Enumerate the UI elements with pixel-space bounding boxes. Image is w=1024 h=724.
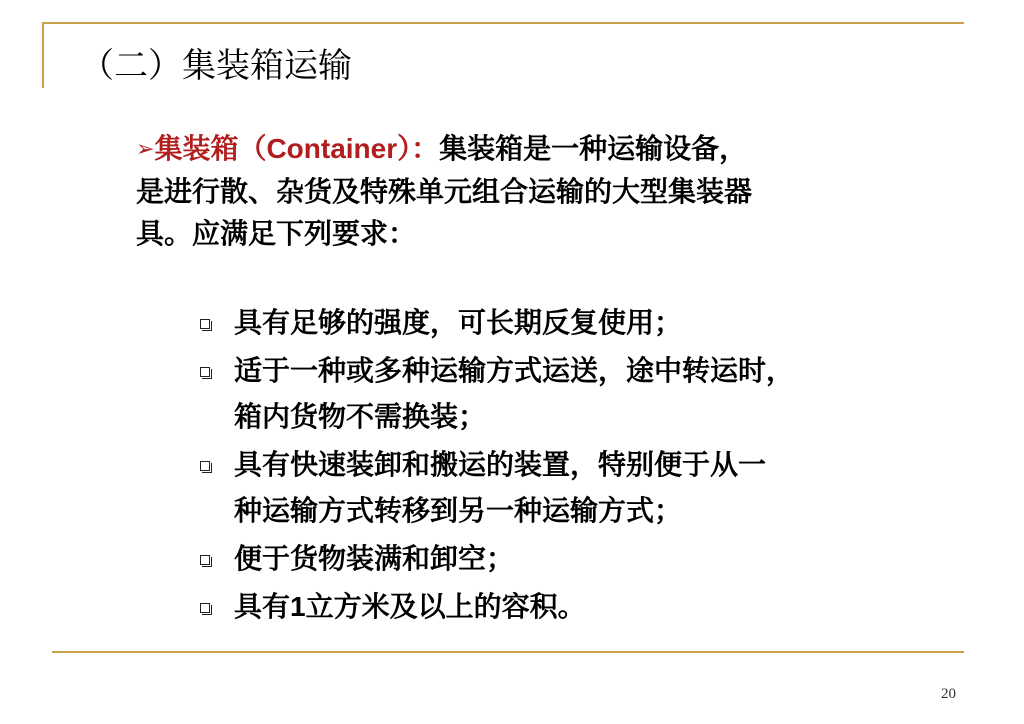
term-suffix: ）： bbox=[397, 132, 440, 165]
slide-title: （二）集装箱运输 bbox=[80, 46, 352, 86]
requirement-text-start: 具有 bbox=[234, 590, 291, 623]
arrow-right-icon: ➢ bbox=[136, 137, 155, 162]
requirement-text: 具有足够的强度，可长期反复使用； bbox=[234, 306, 683, 339]
requirement-text: 具有快速装卸和搬运的装置，特别便于从一 bbox=[234, 448, 767, 481]
square-bullet-icon bbox=[200, 603, 210, 613]
term-latin: Container bbox=[266, 133, 398, 164]
requirement-item bbox=[200, 536, 960, 582]
requirement-text-continued: 箱内货物不需换装； bbox=[234, 400, 487, 433]
page-number: 20 bbox=[941, 686, 956, 702]
intro-line-3: 具。应满足下列要求： bbox=[136, 217, 417, 250]
square-bullet-icon bbox=[200, 461, 210, 471]
square-bullet-icon bbox=[200, 555, 210, 565]
requirement-text-end: 立方米及以上的容积。 bbox=[305, 590, 586, 623]
intro-paragraph bbox=[136, 128, 966, 255]
bottom-rule bbox=[52, 651, 964, 653]
top-rule bbox=[42, 22, 964, 24]
requirement-item bbox=[200, 348, 960, 440]
intro-line-2: 是进行散、杂货及特殊单元组合运输的大型集装器 bbox=[136, 175, 753, 208]
requirement-text: 便于货物装满和卸空； bbox=[234, 542, 515, 575]
intro-definition-start: 集装箱是一种运输设备， bbox=[439, 132, 748, 165]
requirements-list bbox=[200, 300, 960, 632]
requirement-text-continued: 种运输方式转移到另一种运输方式； bbox=[234, 494, 683, 527]
intro-line-1 bbox=[136, 128, 966, 171]
square-bullet-icon bbox=[200, 367, 210, 377]
term-label: 集装箱（ bbox=[154, 132, 267, 165]
square-bullet-icon bbox=[200, 319, 210, 329]
volume-number: 1 bbox=[290, 591, 306, 622]
requirement-text bbox=[234, 584, 960, 630]
requirement-item bbox=[200, 584, 960, 630]
requirement-item bbox=[200, 300, 960, 346]
left-rule bbox=[42, 22, 44, 88]
requirement-text: 适于一种或多种运输方式运送，途中转运时， bbox=[234, 354, 795, 387]
requirement-item bbox=[200, 442, 960, 534]
